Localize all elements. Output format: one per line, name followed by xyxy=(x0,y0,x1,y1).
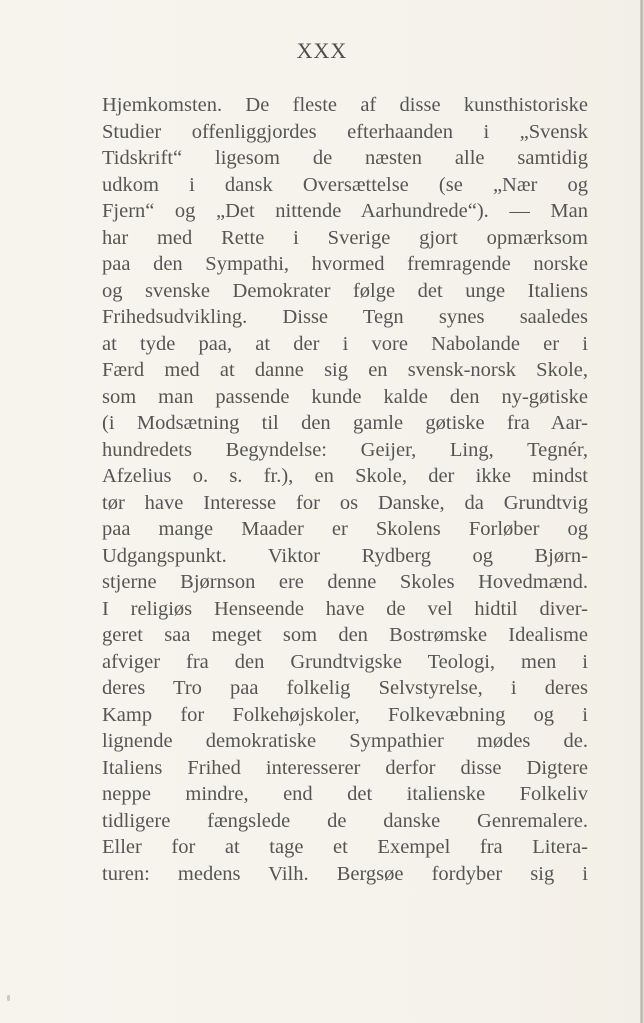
page-edge xyxy=(640,0,644,1023)
text-line: turen: medens Vilh. Bergsøe fordyber sig i xyxy=(102,862,588,885)
text-line: (i Modsætning til den gamle gøtiske fra Aar- xyxy=(102,412,588,434)
text-line: Udgangspunkt. Viktor Rydberg og Bjørn- xyxy=(102,544,588,567)
text-line: som man passende kunde kalde den ny-gøtiske xyxy=(102,385,588,408)
text-line: at tyde paa, at der i vore Nabolande er i xyxy=(102,332,588,355)
text-line: Tidskrift“ ligesom de næsten alle samtidig xyxy=(102,147,588,169)
text-line: tidligere fængslede de danske Genremalere. xyxy=(102,809,588,832)
text-line: stjerne Bjørnson ere denne Skoles Hovedmænd. xyxy=(102,571,588,593)
text-line: Italiens Frihed interesserer derfor disse Digtere xyxy=(102,756,588,779)
text-line: Fjern“ og „Det nittende Aarhundrede“). — Man xyxy=(102,200,588,222)
page-number: XXX xyxy=(296,38,348,63)
text-line: paa den Sympathi, hvormed fremragende norske xyxy=(102,253,588,275)
body-text xyxy=(102,92,588,887)
text-line: Studier offenliggjordes efterhaanden i „Svensk xyxy=(102,120,588,143)
text-line: Afzelius o. s. fr.), en Skole, der ikke mindst xyxy=(102,465,588,487)
text-line: hundredets Begyndelse: Geijer, Ling, Tegnér, xyxy=(102,438,588,461)
text-line: paa mange Maader er Skolens Forløber og xyxy=(102,518,588,540)
text-line: geret saa meget som den Bostrømske Idealisme xyxy=(102,624,588,646)
text-line: Færd med at danne sig en svensk-norsk Skole, xyxy=(102,359,588,381)
text-line: deres Tro paa folkelig Selvstyrelse, i deres xyxy=(102,677,588,699)
text-line: I religiøs Henseende have de vel hidtil diver- xyxy=(102,597,588,620)
text-line: Frihedsudvikling. Disse Tegn synes saaledes xyxy=(102,306,588,328)
text-line: har med Rette i Sverige gjort opmærksom xyxy=(102,226,588,249)
text-line: Hjemkomsten. De fleste af disse kunsthistoriske xyxy=(102,94,588,116)
text-line: Eller for at tage et Exempel fra Litera- xyxy=(102,836,588,858)
text-line: tør have Interesse for os Danske, da Grundtvig xyxy=(102,491,588,514)
paper-speck xyxy=(7,995,10,1001)
text-line: neppe mindre, end det italienske Folkeliv xyxy=(102,783,588,805)
text-line: lignende demokratiske Sympathier mødes de. xyxy=(102,730,588,752)
text-line: og svenske Demokrater følge det unge Italiens xyxy=(102,279,588,302)
text-line: Kamp for Folkehøjskoler, Folkevæbning og i xyxy=(102,703,588,726)
text-line: udkom i dansk Oversættelse (se „Nær og xyxy=(102,173,588,196)
text-line: afviger fra den Grundtvigske Teologi, men i xyxy=(102,650,588,673)
